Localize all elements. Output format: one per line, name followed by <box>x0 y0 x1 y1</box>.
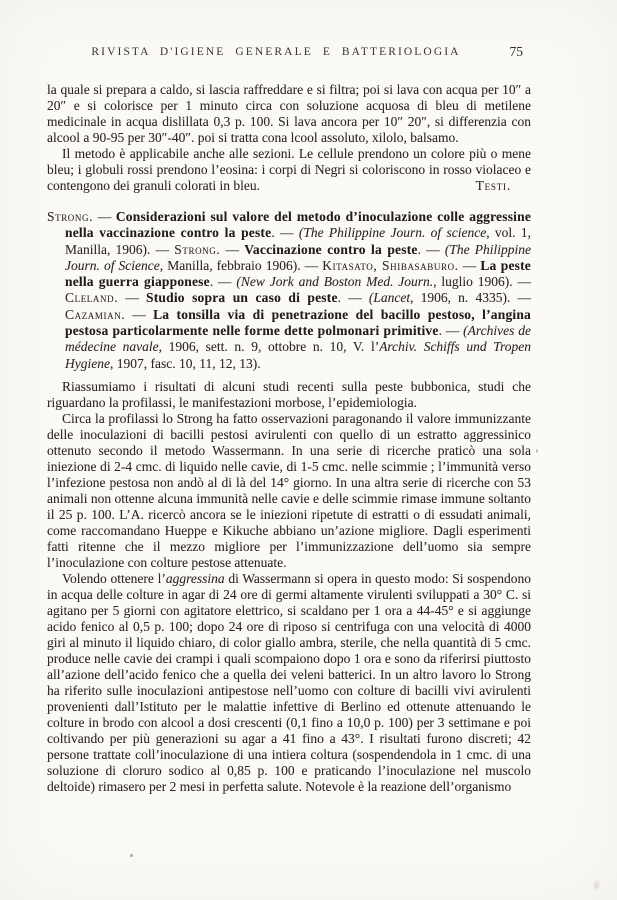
page-number: 75 <box>509 44 523 59</box>
paragraph-summary-intro: Riassumiamo i risultati di alcuni studi recenti sulla peste bubbonica, studi che riguardano la profilassi, le manifestazioni morbose, l’epidemiologia. <box>47 378 531 410</box>
paragraph-method-sections <box>47 146 531 194</box>
paragraph-strong-experiments: Circa la profilassi lo Strong ha fatto osservazioni paragonando il valore immunizzante delle inoculazioni di bacilli pestosi avirulenti con quello di un estratto aggressinico ottenuto secondo il metodo Wassermann. In una serie di ricerche praticò una sola iniezione di 2-4 cmc. di liquido nelle cavie, di 1-5 cmc. nelle scimmie ; l’immunità verso l’infezione pestosa non andò al di là del 14° giorno. In una altra serie di ricerche con 53 animali non ottenne alcuna immunità nelle cavie e delle scimmie rimase immune soltanto il 25 p. 100. L’A. ricercò ancora se le iniezioni ripetute di estratti o di essudati animali, come raccomandano Hueppe e Kikuche abbiano un’azione migliore. Dagli esperimenti fatti ritenne che il mezzo migliore per l’immunizzazione dell’uomo sia sempre l’inoculazione con colture pestose attenuate. <box>47 410 531 570</box>
paragraph-text: Il metodo è applicabile anche alle sezioni. Le cellule prendono un colore più o mene bleu; i globuli rossi prendono l’eosina: i corpi di Negri si coloriscono in rosso violaceo e contengono dei granuli colorati in bleu. <box>47 146 531 193</box>
bibliography-block: Strong. — Considerazioni sul valore del metodo d’inoculazione colle aggressine nella vaccinazione contro la peste. — (The Philippine Journ. of science, vol. 1, Manilla, 1906). — Strong. — Vaccinazione contro la peste. — (The Philippine Journ. of Science, Manilla, febbraio 1906). — Kitasato, Shibasaburo. — La peste nella guerra giapponese. — (New Jork and Boston Med. Journ., luglio 1906). — Cleland. — Studio sopra un caso di peste. — (Lancet, 1906, n. 4335). — Cazamian. — La tonsilla via di penetrazione del bacillo pestoso, l’angina pestosa particolarmente nelle forme dette polmonari primitive. — (Archives de médecine navale, 1906, sett. n. 9, ottobre n. 10, V. l’Archiv. Schiffs und Tropen Hygiene, 1907, fasc. 10, 11, 12, 13). <box>47 209 532 371</box>
scan-speck <box>130 854 133 857</box>
running-title: RIVISTA D'IGIENE GENERALE E BATTERIOLOGIA <box>91 46 461 58</box>
scan-speck <box>594 881 599 889</box>
page-header <box>47 46 531 63</box>
scan-speck <box>536 449 538 453</box>
text-column <box>47 82 531 795</box>
paragraph-aggressina-method: Volendo ottenere l’aggressina di Wassermann si opera in questo modo: Si sospendono in acqua delle colture in agar di 24 ore di germi altamente virulenti sviluppati a 30° C. si agitano per 5 giorni con agitatore elettrico, si scaldano per 1 ora a 44-45° e si aggiunge acido fenico al 0,5 p. 100; dopo 24 ore di riposo si centrifuga con una velocità di 4000 giri al minuto il liquido chiaro, di color giallo ambra, sterile, che nella quantità di 5 cmc. produce nelle cavie dei crampi i quali scompaiono dopo 1 ora e sono da riferirsi piuttosto all’azione dell’acido fenico che a quella dei veleni batterici. In un altro lavoro lo Strong ha riferito sulle inoculazioni antipestose nell’uomo con colture di bacilli vivi avirulenti provenienti dall’Istituto per le malattie infettive di Berlino ed ottenute attenuando le colture in brodo con alcool a dosi crescenti (0,1 fino a 10,0 p. 100) per 3 settimane e poi coltivando per più generazioni su agar a 41 fino a 43°. I risultati furono discreti; 42 persone trattate coll’inoculazione di una intiera coltura (sospendendola in 1 cmc. di una soluzione di cloruro sodico al 0,85 p. 100 e praticando l’inoculazione nel muscolo deltoide) rimasero per 2 mesi in perfetta salute. Notevole è la reazione dell’organismo <box>47 570 531 794</box>
paragraph-staining-continuation: la quale si prepara a caldo, si lascia raffreddare e si filtra; poi si lava con acqua per 10″ a 20″ e si colorisce per 1 minuto circa con soluzione acquosa di bleu di metilene medicinale in acqua dislillata 0,3 p. 100. Si lava ancora per 10″ 20″, si differenzia con alcool a 90-95 per 30″-40″. poi si tratta cona lcool assoluto, xilolo, balsamo. <box>47 82 531 145</box>
author-signature: Testi. <box>475 178 511 193</box>
